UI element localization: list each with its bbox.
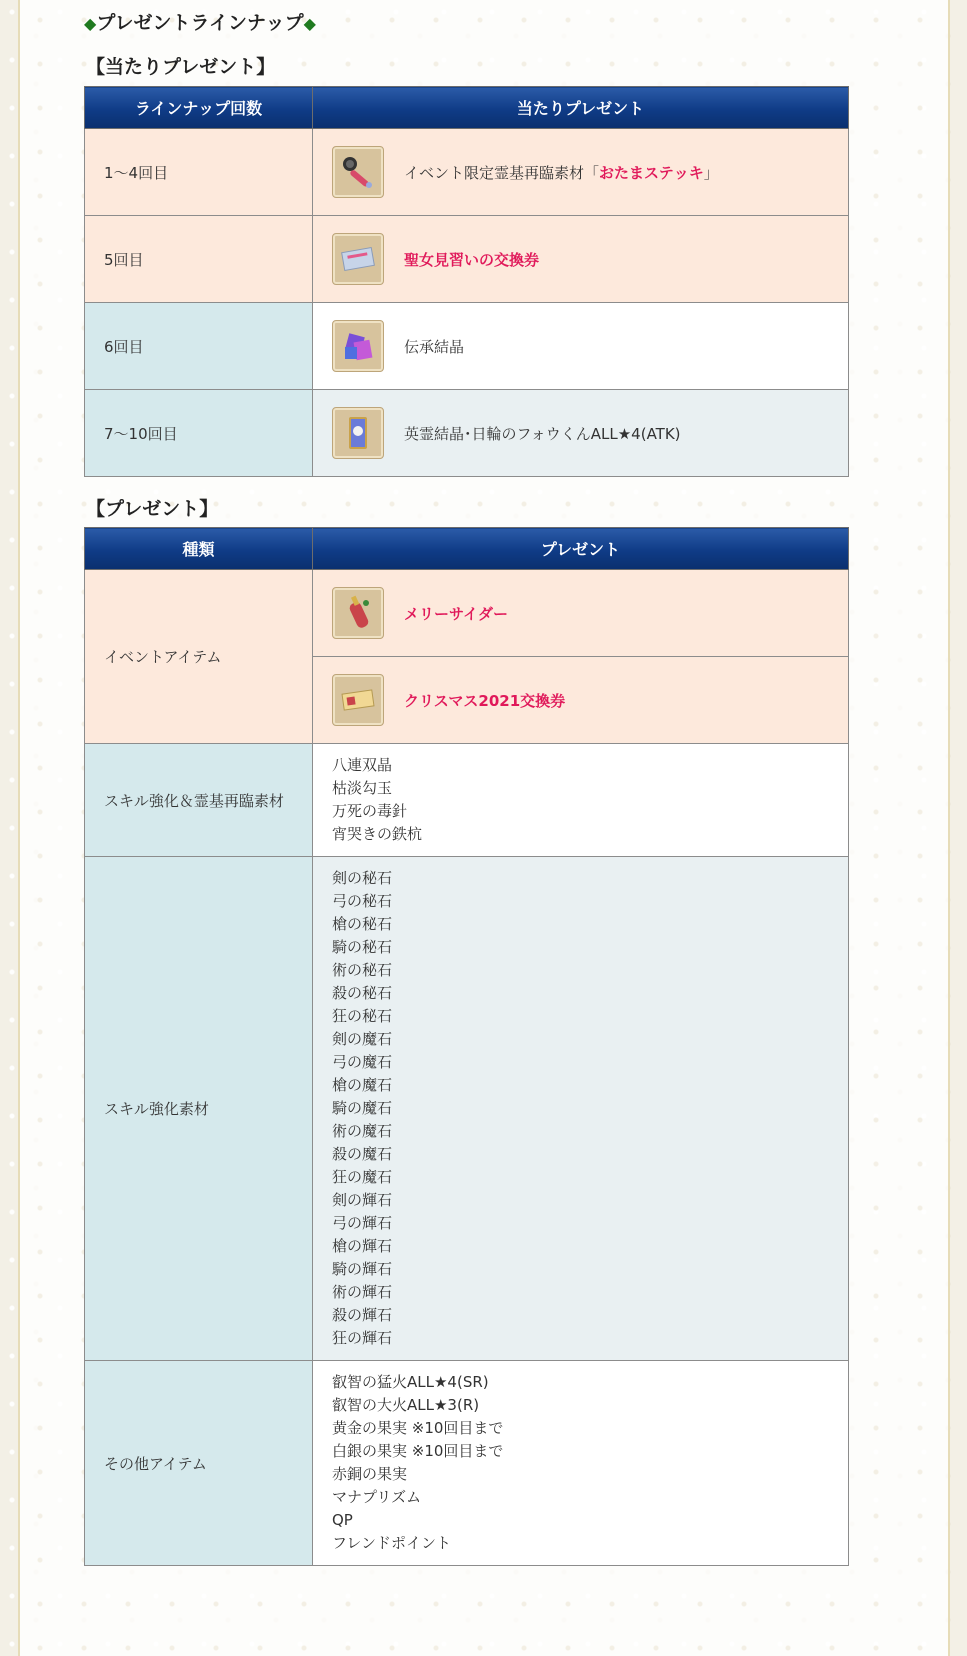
list-item: 術の秘石: [332, 961, 393, 979]
lineup-count: 7～10回目: [85, 390, 313, 477]
skill-ascension-list: [313, 744, 848, 856]
list-item: 剣の魔石: [332, 1030, 393, 1048]
list-item: 術の魔石: [332, 1122, 393, 1140]
other-row: [85, 1361, 849, 1566]
lineup-count: 5回目: [85, 216, 313, 303]
cider-bottle-icon: [332, 587, 384, 639]
list-item: 槍の輝石: [332, 1237, 393, 1255]
list-item: 弓の秘石: [332, 892, 393, 910]
lineup-col-count: ラインナップ回数: [85, 87, 313, 129]
list-item: 殺の秘石: [332, 984, 393, 1002]
list-item: 弓の魔石: [332, 1053, 393, 1071]
lineup-present-highlight: おたまステッキ: [599, 163, 704, 182]
skill-row: [85, 857, 849, 1361]
list-item: 術の輝石: [332, 1283, 393, 1301]
lineup-count: 1～4回目: [85, 129, 313, 216]
event-item-name: メリーサイダー: [404, 604, 508, 623]
list-item: 叡智の猛火ALL★4(SR): [332, 1373, 489, 1391]
skill-ascension-row: [85, 744, 849, 857]
lineup-count: 6回目: [85, 303, 313, 390]
list-item: 枯淡勾玉: [332, 779, 393, 797]
list-item: 剣の輝石: [332, 1191, 393, 1209]
ticket-icon: [332, 233, 384, 285]
list-item: QP: [332, 1511, 353, 1529]
list-item: 槍の秘石: [332, 915, 393, 933]
list-item: 八連双晶: [332, 756, 393, 774]
diamond-icon: ◆: [84, 14, 97, 33]
lineup-heading: 【当たりプレゼント】: [86, 56, 276, 78]
list-item: 叡智の大火ALL★3(R): [332, 1396, 480, 1414]
event-item-label: イベントアイテム: [85, 570, 313, 744]
list-item: 弓の輝石: [332, 1214, 393, 1232]
lineup-present-text: イベント限定霊基再臨素材「: [404, 163, 600, 182]
skill-label: スキル強化素材: [85, 857, 313, 1361]
list-item: 白銀の果実 ※10回目まで: [332, 1442, 504, 1460]
fou-card-icon: [332, 407, 384, 459]
list-item: 騎の魔石: [332, 1099, 393, 1117]
lineup-row: [85, 390, 849, 477]
list-item: フレンドポイント: [332, 1534, 452, 1552]
lineup-row: [85, 216, 849, 303]
lineup-present-text: 伝承結晶: [404, 337, 465, 356]
list-item: 殺の魔石: [332, 1145, 393, 1163]
other-label: その他アイテム: [85, 1361, 313, 1566]
christmas-ticket-icon: [332, 674, 384, 726]
lineup-present-highlight: 聖女見習いの交換券: [404, 250, 540, 269]
lineup-header-row: [85, 87, 849, 129]
event-item-name: クリスマス2021交換券: [404, 691, 566, 710]
crystal-icon: [332, 320, 384, 372]
presents-header-row: [85, 528, 849, 570]
lineup-present-text: 英霊結晶･日輪のフォウくんALL★4(ATK): [404, 424, 681, 443]
list-item: 宵哭きの鉄杭: [332, 825, 423, 843]
section-title: ◆プレゼントラインナップ◆: [84, 12, 316, 34]
presents-heading: 【プレゼント】: [86, 498, 219, 520]
list-item: 剣の秘石: [332, 869, 393, 887]
list-item: 黄金の果実 ※10回目まで: [332, 1419, 504, 1437]
page-panel: [18, 0, 950, 1656]
presents-col-type: 種類: [85, 528, 313, 570]
ladle-wand-icon: [332, 146, 384, 198]
lineup-table: [84, 86, 849, 477]
list-item: 赤銅の果実: [332, 1465, 408, 1483]
lineup-present-text-end: 」: [703, 163, 719, 182]
list-item: 殺の輝石: [332, 1306, 393, 1324]
event-item-row: [85, 570, 849, 657]
list-item: 狂の秘石: [332, 1007, 393, 1025]
list-item: 狂の輝石: [332, 1329, 393, 1347]
lineup-col-present: 当たりプレゼント: [313, 87, 849, 129]
presents-table: [84, 527, 849, 1566]
list-item: マナプリズム: [332, 1488, 422, 1506]
list-item: 万死の毒針: [332, 802, 408, 820]
diamond-icon: ◆: [303, 14, 316, 33]
list-item: 騎の秘石: [332, 938, 393, 956]
list-item: 槍の魔石: [332, 1076, 393, 1094]
skill-ascension-label: スキル強化＆霊基再臨素材: [85, 744, 313, 857]
presents-col-present: プレゼント: [313, 528, 849, 570]
list-item: 狂の魔石: [332, 1168, 393, 1186]
lineup-row: [85, 303, 849, 390]
list-item: 騎の輝石: [332, 1260, 393, 1278]
skill-list: [313, 857, 848, 1360]
lineup-row: [85, 129, 849, 216]
other-list: [313, 1361, 848, 1565]
